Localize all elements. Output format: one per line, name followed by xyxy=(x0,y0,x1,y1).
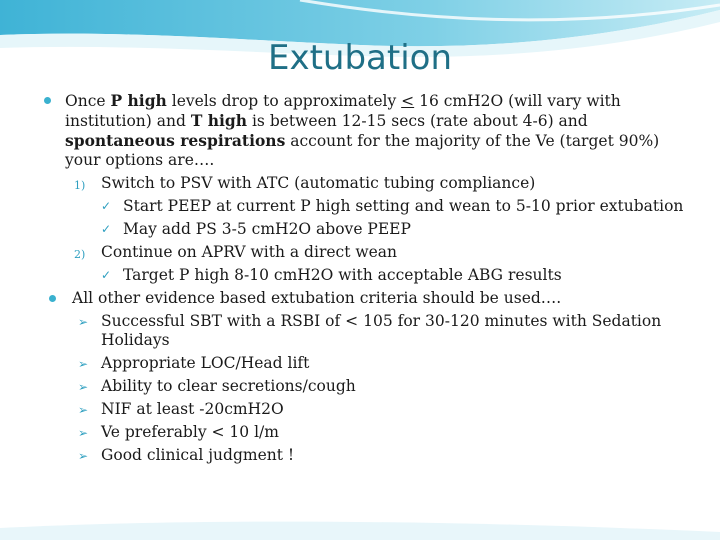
criteria-item: ➢ Ability to clear secretions/cough xyxy=(78,377,356,395)
criteria-item: ➢ NIF at least -20cmH2O xyxy=(78,400,284,418)
arrow-bullet-icon: ➢ xyxy=(78,449,89,463)
slide-content xyxy=(44,91,684,469)
arrow-bullet-icon: ➢ xyxy=(78,380,89,394)
check-icon: ✓ xyxy=(101,222,112,236)
criteria-item: ➢ Appropriate LOC/Head lift xyxy=(78,354,310,372)
check-icon: ✓ xyxy=(101,199,112,213)
bullet-extubation-criteria: All other evidence based extubation criteria should be used…. xyxy=(44,289,684,308)
arrow-bullet-icon: ➢ xyxy=(78,426,89,440)
criteria-item: ➢ Good clinical judgment ! xyxy=(78,446,295,464)
option-1-sub-1: ✓ Start PEEP at current P high setting and wean to 5-10 prior extubation xyxy=(101,197,684,215)
option-number: 1) xyxy=(74,179,86,192)
arrow-bullet-icon: ➢ xyxy=(78,357,89,371)
check-icon: ✓ xyxy=(101,268,112,282)
bullet-dot-icon xyxy=(49,295,56,302)
option-1: 1) Switch to PSV with ATC (automatic tubing compliance) xyxy=(44,174,684,193)
option-number: 2) xyxy=(74,248,86,261)
option-2: 2) Continue on APRV with a direct wean xyxy=(44,243,684,262)
criteria-item: ➢ Successful SBT with a RSBI of < 105 for 30-120 minutes with Sedation Holidays xyxy=(78,312,662,349)
criteria-item: ➢ Ve preferably < 10 l/m xyxy=(78,423,279,441)
arrow-bullet-icon: ➢ xyxy=(78,315,89,329)
option-1-sub-2: ✓ May add PS 3-5 cmH2O above PEEP xyxy=(101,220,411,238)
arrow-bullet-icon: ➢ xyxy=(78,403,89,417)
option-2-sub-1: ✓ Target P high 8-10 cmH2O with acceptable ABG results xyxy=(101,266,562,284)
bullet-dot-icon xyxy=(44,97,51,104)
slide-title: Extubation xyxy=(267,38,453,78)
footer-wave-decoration xyxy=(0,510,720,540)
bullet-phigh-levels: Once P high levels drop to approximately < 16 cmH2O (will vary with institution) and T high is between 12-15 secs (rate about 4-6) and spontaneous respirations account for the majority of the Ve (target 90%) your options are…. xyxy=(44,91,684,170)
